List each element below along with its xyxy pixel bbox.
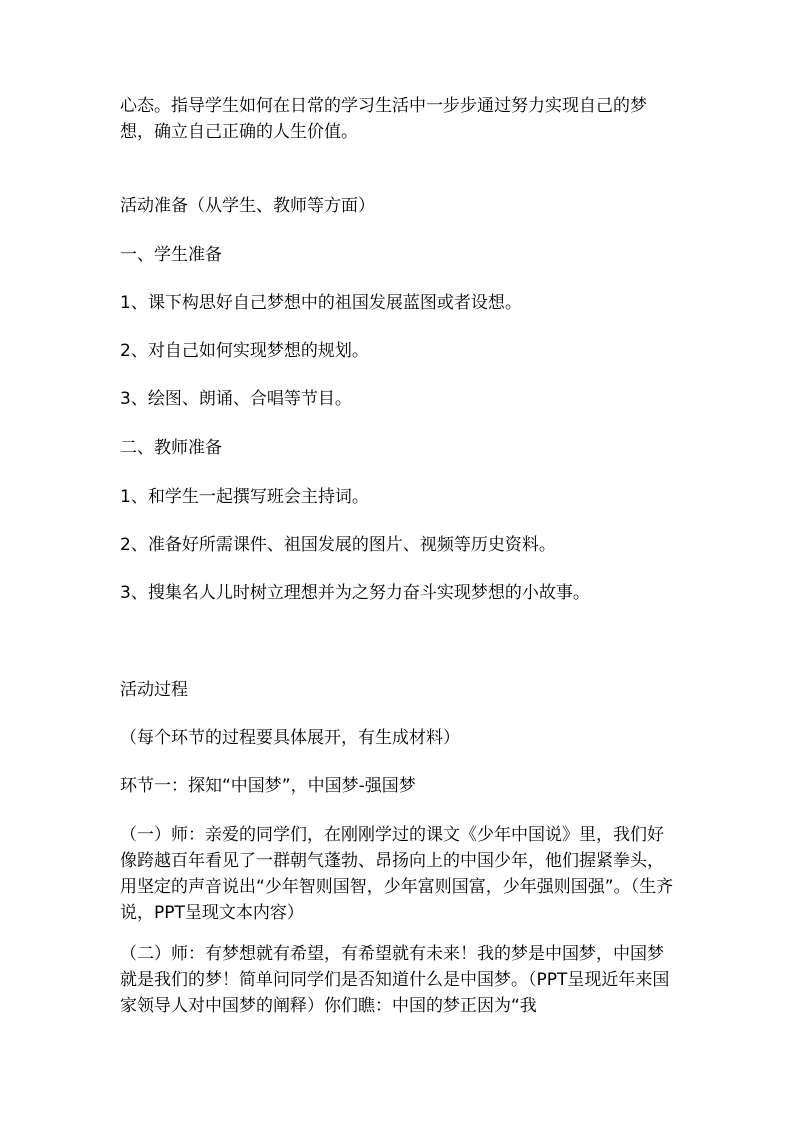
heading-activity-preparation: 活动准备（从学生、教师等方面） — [120, 196, 375, 216]
teacher-prep-item-1: 1、和学生一起撰写班会主持词。 — [120, 487, 369, 507]
student-prep-item-1: 1、课下构思好自己梦想中的祖国发展蓝图或者设想。 — [120, 293, 522, 313]
heading-section-one: 环节一：探知“中国梦”，中国梦-强国梦 — [120, 776, 416, 796]
paragraph-intro-continuation: 心态。指导学生如何在日常的学习生活中一步步通过努力实现自己的梦想，确立自己正确的人生价值。 — [120, 96, 647, 142]
process-note: （每个环节的过程要具体展开，有生成材料） — [120, 728, 460, 748]
student-prep-item-2: 2、对自己如何实现梦想的规划。 — [120, 341, 369, 361]
section-one-part-1: （一）师：亲爱的同学们，在刚刚学过的课文《少年中国说》里，我们好像跨越百年看见了一群朝气蓬勃、昂扬向上的中国少年，他们握紧拳头，用坚定的声音说出“少年智则国智，少年富则国富，少年强则国强”。（生齐说，PPT呈现文本内容） — [120, 825, 674, 923]
student-prep-item-3: 3、绘图、朗诵、合唱等节目。 — [120, 389, 352, 409]
heading-activity-process: 活动过程 — [120, 680, 188, 700]
section-one-part-2: （二）师：有梦想就有希望，有希望就有未来！我的梦是中国梦，中国梦就是我们的梦！简单问同学们是否知道什么是中国梦。（PPT呈现近年来国家领导人对中国梦的阐释）你们瞧：中国的梦正因为“我 — [120, 944, 670, 1016]
teacher-prep-item-2: 2、准备好所需课件、祖国发展的图片、视频等历史资料。 — [120, 535, 556, 555]
heading-student-preparation: 一、学生准备 — [120, 245, 222, 265]
teacher-prep-item-3: 3、搜集名人儿时树立理想并为之努力奋斗实现梦想的小故事。 — [120, 583, 590, 603]
heading-teacher-preparation: 二、教师准备 — [120, 438, 222, 458]
